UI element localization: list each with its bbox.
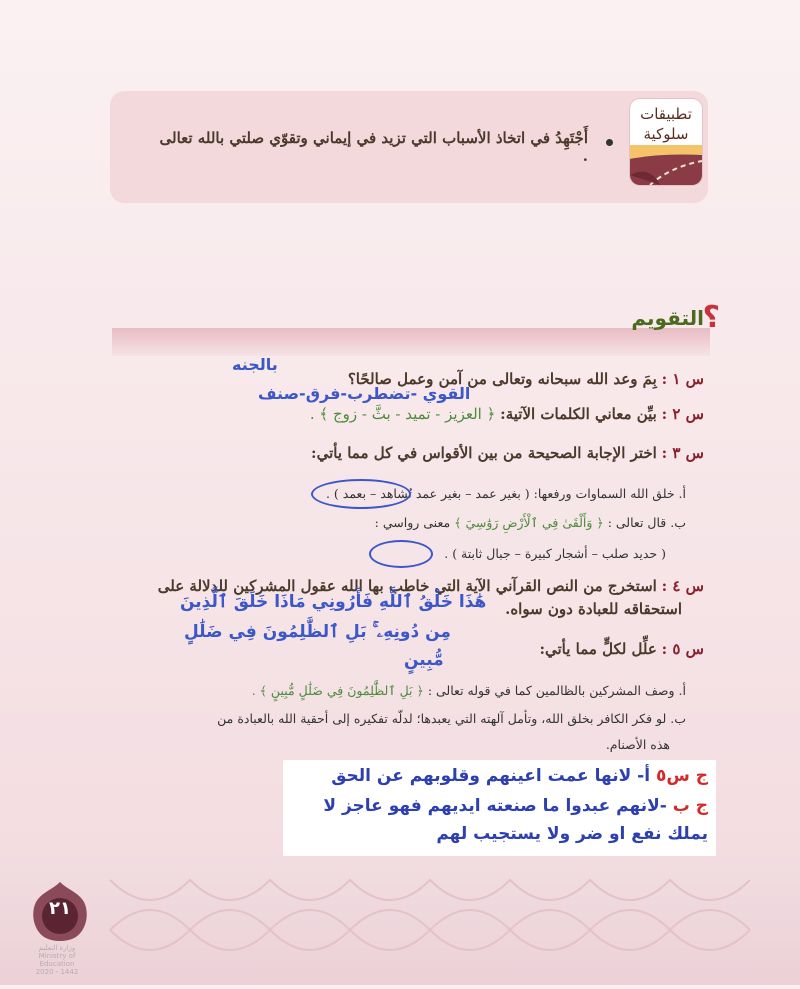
question-1-text: بِمَ وعد الله سبحانه وتعالى من آمن وعمل صالحًا؟ — [347, 370, 657, 388]
question-3-b-verse: ﴿ وَأَلْقَىٰ فِي ٱلْأَرْضِ رَوَٰسِيَ ﴾ — [454, 515, 604, 530]
footer-ornament — [0, 860, 800, 985]
question-3-b-answer-circle — [369, 540, 433, 568]
student-answer-box — [283, 760, 716, 856]
question-4-handwritten-line1: هَٰذَا خَلْقُ ٱللَّهِ فَأَرُونِي مَاذَا خَلَقَ ٱلَّذِينَ — [180, 592, 487, 612]
question-5 — [539, 640, 704, 658]
question-3-label: س ٣ : — [661, 444, 704, 462]
ministry-watermark — [22, 944, 92, 976]
question-3-a-answer-circle — [311, 479, 411, 509]
question-4-handwritten-line2: مِن دُونِهِۦ ۚ بَلِ ٱلظَّٰلِمُونَ فِي ضَلَٰلٍ — [184, 622, 451, 642]
question-1-handwritten-answer: بالجنه — [232, 355, 278, 374]
arabesque-pattern-icon — [0, 860, 800, 985]
question-2 — [310, 405, 704, 423]
answer-line-2-text: -لانهم عبدوا ما صنعته ايديهم فهو عاجز لا — [323, 796, 667, 816]
question-mark-icon: ؟ — [702, 300, 720, 335]
question-4-text-line2: استحقاقه للعبادة دون سواه. — [505, 600, 682, 618]
badge-title-line1: تطبيقات — [640, 105, 692, 123]
question-4-label: س ٤ : — [661, 577, 704, 595]
answer-line-1-text: أ- لانها عمت اعينهم وقلوبهم عن الحق — [331, 766, 651, 786]
question-3-b-options: ( حديد صلب – أشجار كبيرة – جبال ثابتة ) . — [444, 546, 666, 561]
answer-line-1 — [331, 766, 708, 786]
watermark-line1: وزارة التعليم — [38, 944, 76, 952]
question-5-a-verse: ﴿ بَلِ ٱلظَّٰلِمُونَ فِي ضَلَٰلٍ مُّبِينٍ ﴾ . — [251, 683, 424, 698]
question-2-handwritten-answer: القوي -تضطرب-فرق-صنف — [258, 384, 471, 403]
question-3-b-intro: ب. قال تعالى : — [607, 515, 686, 530]
question-4-handwritten-line3: مُّبِينٍ — [404, 650, 444, 670]
answer-line-2 — [323, 796, 708, 816]
question-3-item-b — [375, 515, 686, 530]
answer-line-2-prefix: ج ب — [672, 796, 708, 816]
question-5-a-text: أ. وصف المشركين بالظالمين كما في قوله تعالى : — [427, 683, 686, 698]
behavior-statement: أَجْتَهِدُ في اتخاذ الأسباب التي تزيد في إيماني وتقوّي صلتي بالله تعالى . — [159, 129, 588, 165]
watermark-line3: 2020 - 1442 — [35, 968, 79, 976]
answer-line-1-prefix: ج س٥ — [655, 766, 708, 786]
question-5-item-b-line2: هذه الأصنام. — [605, 737, 670, 752]
bullet-dot — [606, 139, 613, 146]
question-1-label: س ١ : — [661, 370, 704, 388]
question-5-item-a — [252, 683, 686, 698]
question-2-text: بيِّن معاني الكلمات الآتية: — [500, 405, 657, 423]
question-3-text: اختر الإجابة الصحيحة من بين الأقواس في كل مما يأتي: — [311, 444, 657, 462]
behavioral-applications-badge — [630, 99, 702, 185]
evaluation-title: التقويم — [631, 306, 704, 330]
question-3-item-a: أ. خلق الله السماوات ورفعها: ( بغير عمد – بغير عمد تُشاهد – بعمد ) . — [325, 486, 686, 501]
badge-title-line2: سلوكية — [643, 125, 689, 143]
answer-line-3: يملك نفع او ضر ولا يستجيب لهم — [436, 824, 708, 844]
question-5-text: علِّل لكلٍّ مما يأتي: — [539, 640, 657, 658]
watermark-line2: Ministry of Education — [38, 952, 76, 968]
question-2-words: ﴿ العزيز - تميد - بثَّ - زوج ﴾ . — [309, 405, 496, 423]
question-5-label: س ٥ : — [661, 640, 704, 658]
evaluation-header-band — [112, 328, 710, 356]
question-3 — [311, 444, 704, 462]
road-illustration-icon — [630, 145, 702, 185]
question-4-text-line1: استخرج من النص القرآني الآية التي خاطب بها الله عقول المشركين للدلالة على — [157, 577, 657, 595]
question-3-b-prompt: معنى رواسي : — [374, 515, 451, 530]
behavioral-applications-box — [110, 91, 708, 203]
page-number: ٢١ — [49, 898, 71, 919]
question-5-item-b-line1: ب. لو فكر الكافر بخلق الله، وتأمل آلهته التي يعبدها؛ لدلّه تفكيره إلى أحقية الله بالعبادة من — [217, 711, 686, 726]
question-2-label: س ٢ : — [661, 405, 704, 423]
